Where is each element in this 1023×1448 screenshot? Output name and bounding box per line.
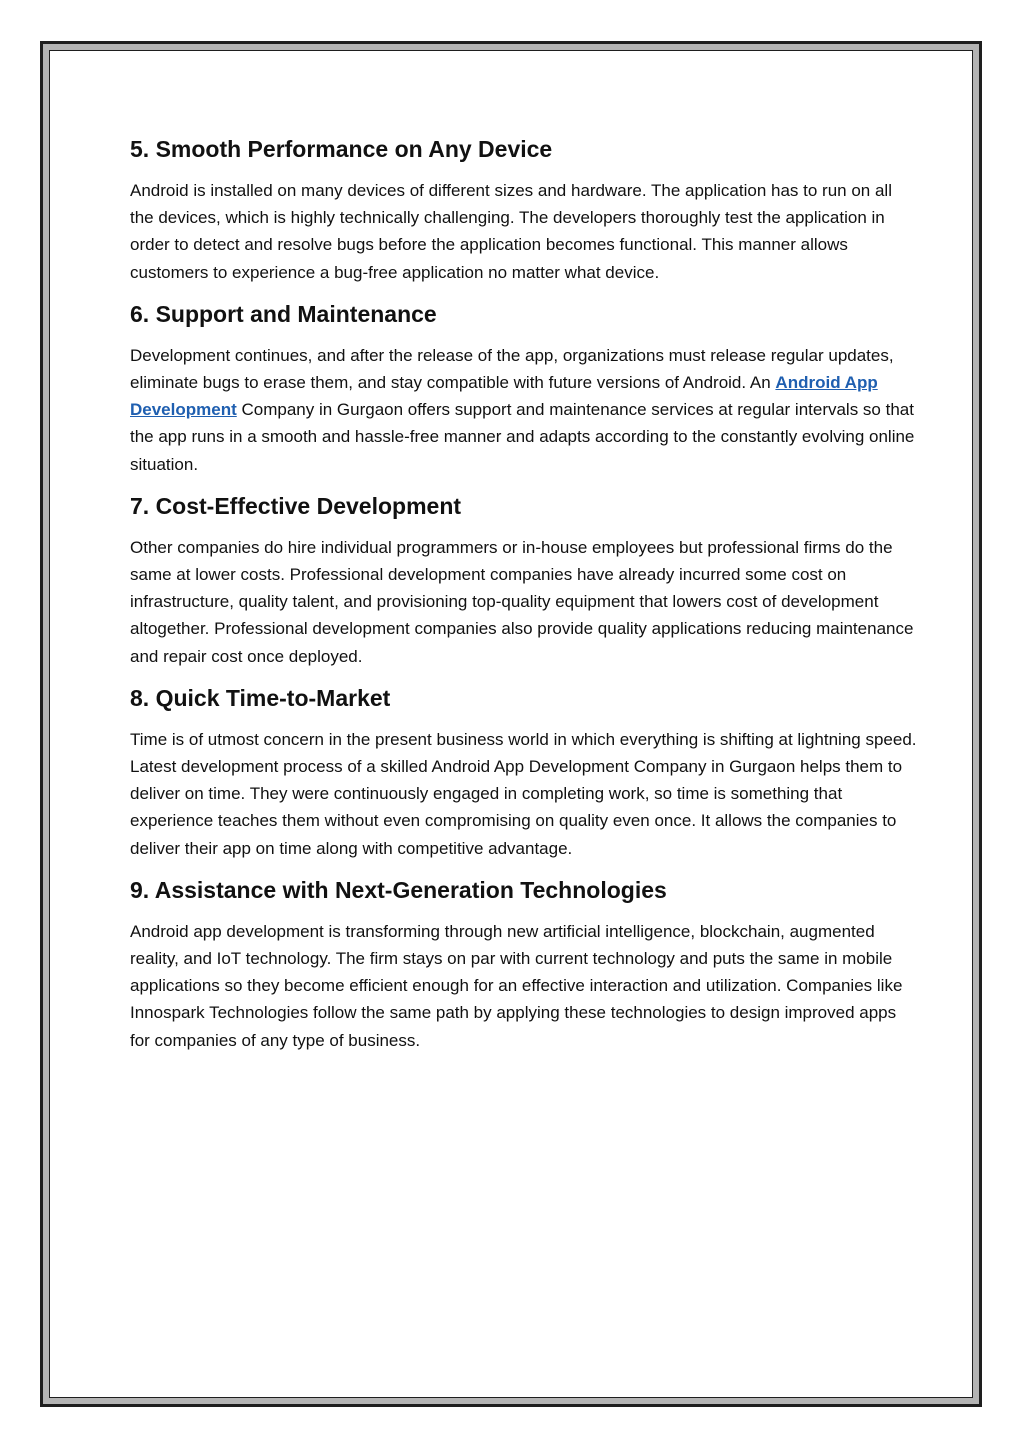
section-smooth-performance <box>130 133 920 286</box>
section-heading: 7. Cost-Effective Development <box>130 492 462 519</box>
section-support-maintenance <box>130 298 920 478</box>
section-time-to-market <box>130 682 920 862</box>
section-heading: 9. Assistance with Next-Generation Technologies <box>130 876 667 903</box>
section-paragraph: Other companies do hire individual programmers or in-house employees but professional firms do the same at lower costs. Professional development companies have already incurred some cost on infrastructure, quality talent, and provisioning top-quality equipment that lowers cost of development altogether. Professional development companies also provide quality applications reducing maintenance and repair cost once deployed. <box>130 537 914 666</box>
section-paragraph: Time is of utmost concern in the present business world in which everything is shifting at lightning speed. Latest development process of a skilled Android App Development Company in Gurgaon helps them to deliver on time. They were continuously engaged in completing work, so time is something that experience teaches them without even compromising on quality even once. It allows the companies to deliver their app on time along with competitive advantage. <box>130 729 917 858</box>
section-paragraph <box>130 342 920 478</box>
section-next-gen-technologies <box>130 874 920 1054</box>
section-paragraph: Android is installed on many devices of different sizes and hardware. The application has to run on all the devices, which is highly technically challenging. The developers thoroughly test the application in order to detect and resolve bugs before the application becomes functional. This manner allows customers to experience a bug-free application no matter what device. <box>130 181 892 282</box>
section-heading: 6. Support and Maintenance <box>130 300 437 327</box>
page <box>49 50 973 1398</box>
section-paragraph: Android app development is transforming through new artificial intelligence, blockchain, augmented reality, and IoT technology. The firm stays on par with current technology and puts the same in mobile applications so they become efficient enough for an effective interaction and utilization. Companies like Innospark Technologies follow the same path by applying these technologies to design improved apps for companies of any type of business. <box>130 921 903 1050</box>
paragraph-text-after-link: Company in Gurgaon offers support and maintenance services at regular intervals so that the app runs in a smooth and hassle-free manner and adapts according to the constantly evolving online situation. <box>130 400 915 474</box>
paragraph-text-before-link: Development continues, and after the release of the app, organizations must release regular updates, eliminate bugs to erase them, and stay compatible with future versions of Android. An <box>130 345 894 393</box>
section-cost-effective <box>130 490 920 670</box>
page-frame <box>40 41 982 1407</box>
document-content <box>130 133 920 1066</box>
section-heading: 8. Quick Time-to-Market <box>130 684 391 711</box>
android-app-development-link[interactable]: Android App Development <box>130 373 878 420</box>
section-heading: 5. Smooth Performance on Any Device <box>130 136 553 162</box>
